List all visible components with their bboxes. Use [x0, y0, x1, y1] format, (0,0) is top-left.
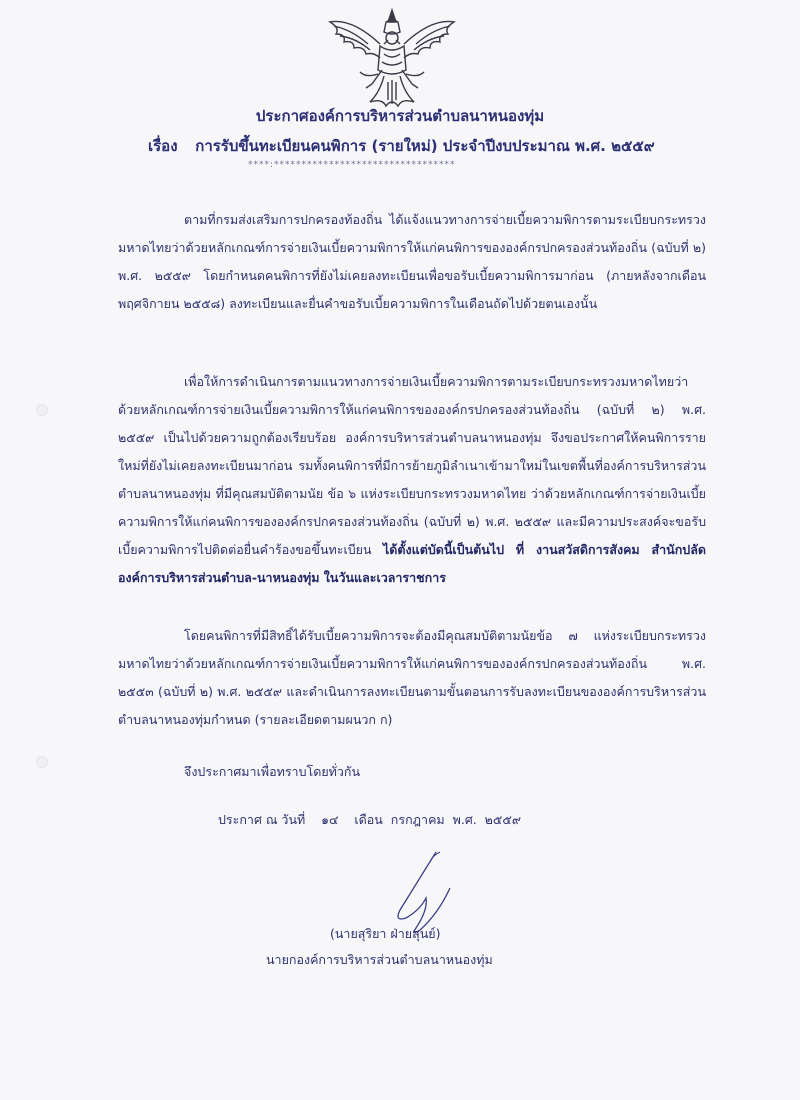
paragraph-2-normal: เพื่อให้การดำเนินการตามแนวทางการจ่ายเงินเบี้ยความพิการตามระเบียบกระทรวงมหาดไทยว่าด้วยหลักเกณฑ์การจ่ายเงินเบี้ยความพิการให้แก่คนพิการขององค์กรปกครองส่วนท้องถิ่น (ฉบับที่ ๒) พ.ศ. ๒๕๕๙ เป็นไปด้วยความถูกต้องเรียบร้อย องค์การบริหารส่วนตำบลนาหนองทุ่ม จึงขอประกาศให้คนพิการรายใหม่ที่ยังไม่เคยลงทะเบียนมาก่อน รมทั้งคนพิการที่มีการย้ายภูมิลำเนาเข้ามาใหม่ในเขตพื้นที่องค์การบริหารส่วนตำบลนาหนองทุ่ม ที่มีคุณสมบัติตามนัย ข้อ ๖ แห่งระเบียบกระทรวงมหาดไทย ว่าด้วยหลักเกณฑ์การจ่ายเงินเบี้ยความพิการให้แก่คนพิการขององค์กรปกครองส่วนท้องถิ่น (ฉบับที่ ๒) พ.ศ. ๒๕๕๙ และมีความประสงค์จะขอรับเบี้ยความพิการไปติดต่อยื่นคำร้องขอขึ้นทะเบียน	[118, 374, 706, 557]
paragraph-2	[118, 368, 706, 592]
closing-statement	[118, 758, 706, 786]
paragraph-3-text: โดยคนพิการที่มีสิทธิ์ได้รับเบี้ยความพิการจะต้องมีคุณสมบัติตามนัยข้อ ๗ แห่งระเบียบกระทรวงมหาดไทยว่าด้วยหลักเกณฑ์การจ่ายเงินเบี้ยความพิการให้แก่คนพิการขององค์กรปกครองส่วนท้องถิ่น พ.ศ. ๒๕๕๓ (ฉบับที่ ๒) พ.ศ. ๒๕๕๙ และดำเนินการลงทะเบียนตามขั้นตอนการรับลงทะเบียนขององค์การบริหารส่วนตำบลนาหนองทุ่มกำหนด (รายละเอียดตามผนวก ก)	[118, 628, 706, 727]
document-title: ประกาศองค์การบริหารส่วนตำบลนาหนองทุ่ม	[255, 107, 545, 125]
closing-text: จึงประกาศมาเพื่อทราบโดยทั่วกัน	[184, 764, 361, 779]
subject-label: เรื่อง	[148, 137, 178, 155]
separator-line: ****:*********************************	[248, 160, 456, 170]
punch-hole	[36, 756, 48, 768]
date-text: ประกาศ ณ วันที่ ๑๔ เดือน กรกฎาคม พ.ศ. ๒๕๕๙	[218, 812, 521, 827]
paragraph-1	[118, 206, 706, 318]
paragraph-1-text: ตามที่กรมส่งเสริมการปกครองท้องถิ่น ได้แจ้งแนวทางการจ่ายเบี้ยความพิการตามระเบียบกระทรวงมหาดไทยว่าด้วยหลักเกณฑ์การจ่ายเงินเบี้ยความพิการให้แก่คนพิการขององค์กรปกครองส่วนท้องถิ่น (ฉบับที่ ๒) พ.ศ. ๒๕๕๙ โดยกำหนดคนพิการที่ยังไม่เคยลงทะเบียนเพื่อขอรับเบี้ยความพิการมาก่อน (ภายหลังจากเดือนพฤศจิกายน ๒๕๕๘) ลงทะเบียนและยื่นคำขอรับเบี้ยความพิการในเดือนถัดไปด้วยตนเองนั้น	[118, 212, 706, 311]
paragraph-2-text	[118, 368, 706, 592]
paragraph-3	[118, 622, 706, 734]
document-subject	[148, 134, 655, 158]
signatory-position: นายกองค์การบริหารส่วนตำบลนาหนองทุ่ม	[266, 952, 493, 967]
garuda-emblem-icon	[322, 8, 462, 108]
date-line	[118, 806, 706, 834]
paragraph-2-bold: ได้ตั้งแต่บัดนี้เป็นต้นไป ที่ งานสวัสดิการสังคม สำนักปลัด องค์การบริหารส่วนตำบล-นาหนองทุ่ม ในวันและเวลาราชการ	[118, 542, 706, 585]
subject-text: การรับขึ้นทะเบียนคนพิการ (รายใหม่) ประจำปีงบประมาณ พ.ศ. ๒๕๕๙	[195, 137, 655, 155]
punch-hole	[36, 404, 48, 416]
signatory-name: (นายสุริยา ฝ่ายสุนย์)	[330, 926, 441, 941]
